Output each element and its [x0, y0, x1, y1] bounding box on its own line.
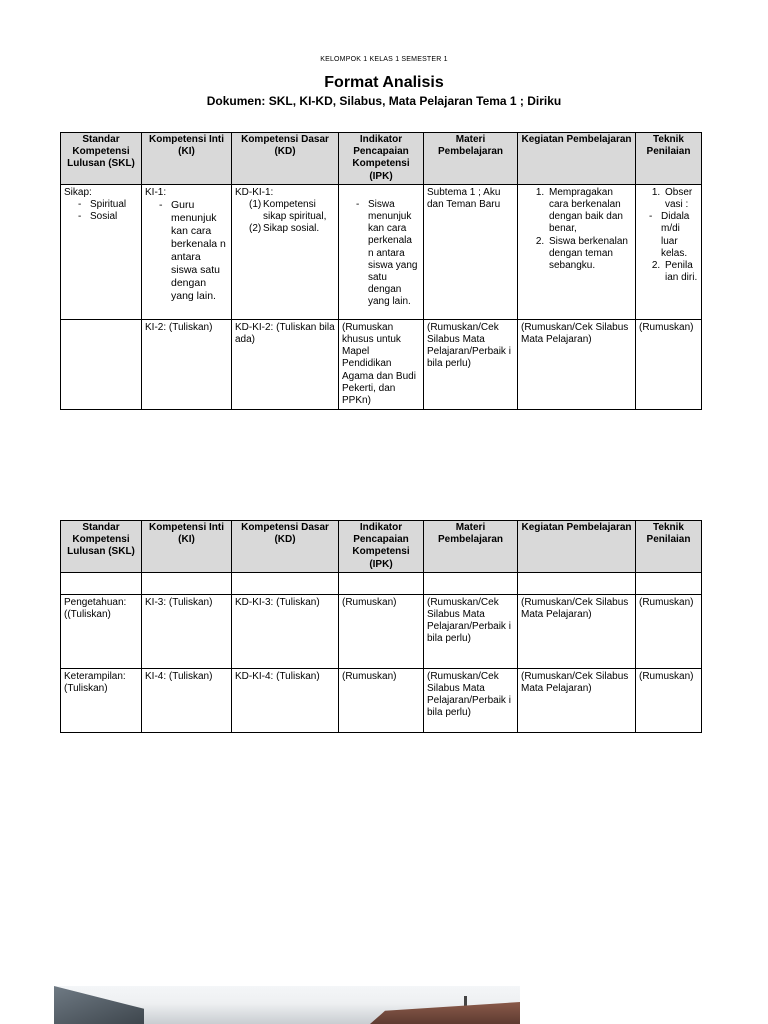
cell-skl: Keterampilan: (Tuliskan): [61, 668, 142, 732]
cell-teknik: (Rumuskan): [636, 668, 702, 732]
cell-kegiatan: [518, 184, 636, 319]
ki-title: KI-1:: [145, 186, 167, 198]
kegiatan-item: 2. Siswa berkenalan dengan teman sebangku.: [547, 236, 632, 273]
page-title: Format Analisis: [324, 74, 444, 91]
cell-skl: Pengetahuan: ((Tuliskan): [61, 594, 142, 668]
cell-kd: KD-KI-3: (Tuliskan): [232, 594, 339, 668]
analysis-table-1: [60, 132, 702, 410]
table-row: [61, 668, 702, 732]
cell-kegiatan: (Rumuskan/Cek Silabus Mata Pelajaran): [518, 668, 636, 732]
column-header-materi: Materi Pembelajaran: [424, 521, 518, 573]
teknik-subitem: - Didala m/di luar kelas.: [649, 211, 698, 260]
kd-title: KD-KI-1:: [235, 186, 274, 198]
cell-kegiatan: (Rumuskan/Cek Silabus Mata Pelajaran): [518, 319, 636, 409]
cell-ki: KI-2: (Tuliskan): [142, 319, 232, 409]
building-photo: [54, 986, 520, 1024]
column-header-ipk: Indikator Pencapaian Kompetensi (IPK): [339, 521, 424, 573]
cell-ki: KI-3: (Tuliskan): [142, 594, 232, 668]
kd-item: (1) Kompetensi sikap spiritual,: [249, 199, 327, 223]
column-header-teknik: Teknik Penilaian: [636, 133, 702, 185]
cell-kegiatan: (Rumuskan/Cek Silabus Mata Pelajaran): [518, 594, 636, 668]
table-header-row: [61, 521, 702, 573]
column-header-ipk: Indikator Pencapaian Kompetensi (IPK): [339, 133, 424, 185]
ipk-item: - Siswa menunjuk kan cara perkenala n antara siswa yang satu dengan yang lain.: [356, 199, 420, 309]
cell-materi: (Rumuskan/Cek Silabus Mata Pelajaran/Perbaik i bila perlu): [424, 668, 518, 732]
skl-title: Sikap:: [64, 186, 92, 198]
photo-roof: [370, 1002, 520, 1024]
skl-item: - Spiritual: [78, 199, 138, 211]
cell-materi: (Rumuskan/Cek Silabus Mata Pelajaran/Perbaik i bila perlu): [424, 594, 518, 668]
ki-item: - Guru menunjuk kan cara berkenala n antara siswa satu dengan yang lain.: [159, 199, 228, 303]
cell-kd: KD-KI-4: (Tuliskan): [232, 668, 339, 732]
cell-kd: [232, 184, 339, 319]
analysis-table-2: [60, 520, 702, 733]
column-header-ki: Kompetensi Inti (KI): [142, 133, 232, 185]
column-header-kd: Kompetensi Dasar (KD): [232, 133, 339, 185]
group-header: KELOMPOK 1 KELAS 1 SEMESTER 1: [320, 56, 448, 63]
cell-ipk: (Rumuskan): [339, 594, 424, 668]
cell-skl: [61, 184, 142, 319]
table-row-empty: [61, 572, 702, 594]
skl-item: - Sosial: [78, 211, 138, 223]
teknik-item: 2. Penila ian diri.: [663, 260, 698, 284]
photo-roof-left: [54, 986, 144, 1024]
table-row: [61, 594, 702, 668]
cell-ki: [142, 184, 232, 319]
document-subtitle: Dokumen: SKL, KI-KD, Silabus, Mata Pelajaran Tema 1 ; Diriku: [206, 94, 562, 108]
cell-materi: (Rumuskan/Cek Silabus Mata Pelajaran/Perbaik i bila perlu): [424, 319, 518, 409]
column-header-materi: Materi Pembelajaran: [424, 133, 518, 185]
cell-ipk: (Rumuskan khusus untuk Mapel Pendidikan Agama dan Budi Pekerti, dan PPKn): [339, 319, 424, 409]
column-header-ki: Kompetensi Inti (KI): [142, 521, 232, 573]
column-header-skl: Standar Kompetensi Lulusan (SKL): [61, 133, 142, 185]
teknik-item: 1. Obser vasi :: [663, 187, 698, 211]
table-row: [61, 319, 702, 409]
column-header-kegiatan: Kegiatan Pembelajaran: [518, 133, 636, 185]
kegiatan-item: 1. Mempragakan cara berkenalan dengan baik dan benar,: [547, 187, 632, 236]
column-header-skl: Standar Kompetensi Lulusan (SKL): [61, 521, 142, 573]
column-header-kd: Kompetensi Dasar (KD): [232, 521, 339, 573]
cell-teknik: (Rumuskan): [636, 594, 702, 668]
cell-materi: Subtema 1 ; Aku dan Teman Baru: [424, 184, 518, 319]
cell-ipk: (Rumuskan): [339, 668, 424, 732]
column-header-teknik: Teknik Penilaian: [636, 521, 702, 573]
cell-ipk: [339, 184, 424, 319]
kd-item: (2) Sikap sosial.: [249, 223, 320, 235]
table-header-row: [61, 133, 702, 185]
cell-teknik: [636, 184, 702, 319]
cell-kd: KD-KI-2: (Tuliskan bila ada): [232, 319, 339, 409]
cell-ki: KI-4: (Tuliskan): [142, 668, 232, 732]
cell-teknik: (Rumuskan): [636, 319, 702, 409]
cell-skl: [61, 319, 142, 409]
column-header-kegiatan: Kegiatan Pembelajaran: [518, 521, 636, 573]
table-row: [61, 184, 702, 319]
